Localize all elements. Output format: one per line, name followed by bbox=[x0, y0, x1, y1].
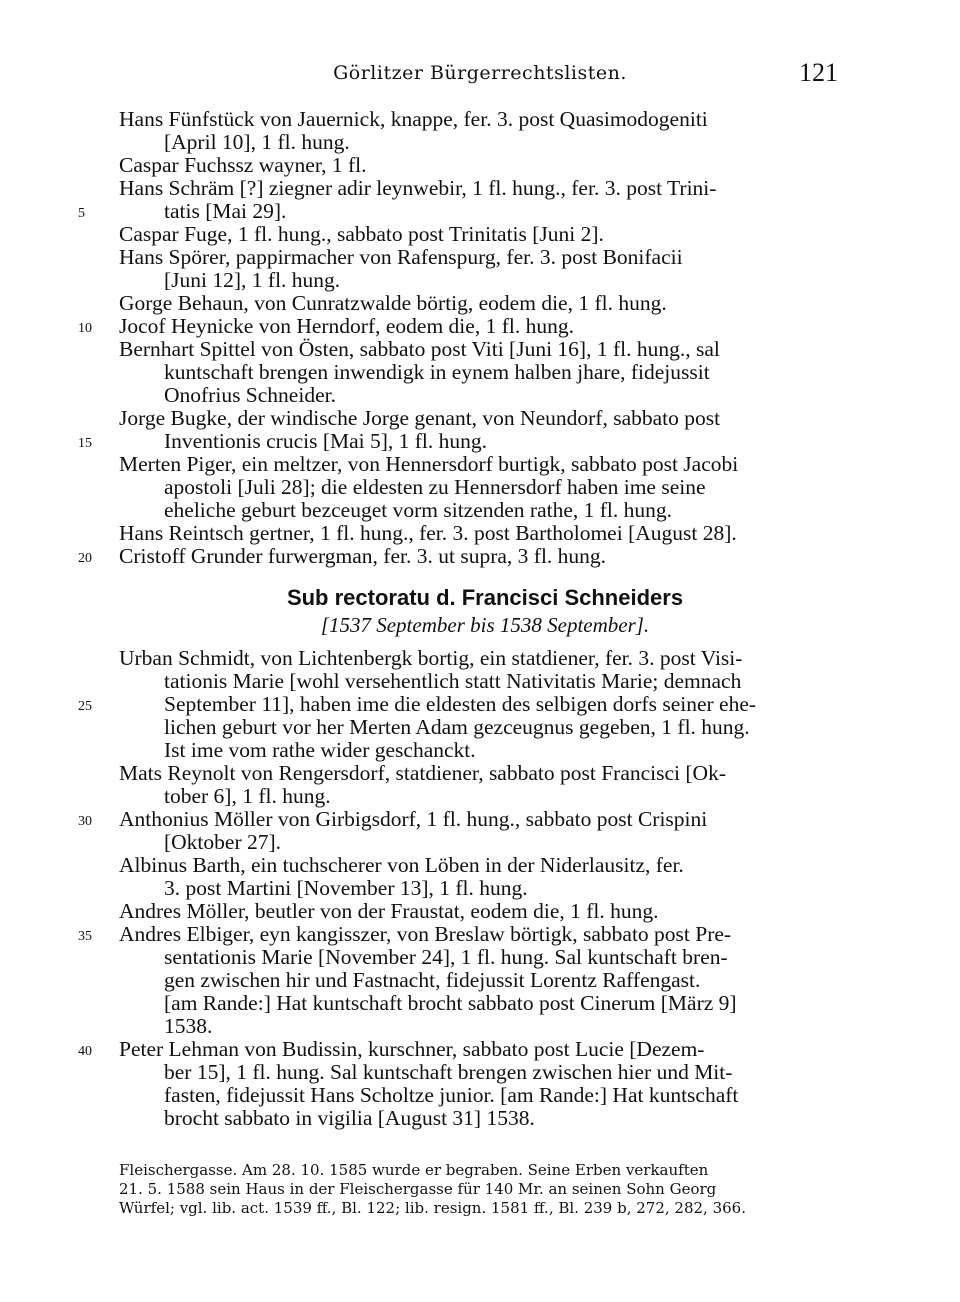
entries-block-1 bbox=[0, 108, 960, 568]
footnote-text: Fleischergasse. Am 28. 10. 1585 wurde er begraben. Seine Erben verkauften bbox=[119, 1161, 709, 1179]
line-text: Caspar Fuge, 1 fl. hung., sabbato post Trinitatis [Juni 2]. bbox=[119, 222, 604, 246]
text-line bbox=[0, 476, 960, 499]
section-heading: Sub rectoratu d. Francisci Schneiders bbox=[286, 585, 684, 610]
line-number: 40 bbox=[78, 1044, 92, 1059]
line-text: 3. post Martini [November 13], 1 fl. hung. bbox=[164, 876, 528, 900]
text-line bbox=[0, 177, 960, 200]
text-line bbox=[0, 223, 960, 246]
line-text: apostoli [Juli 28]; die eldesten zu Hennersdorf haben ime seine bbox=[164, 475, 706, 499]
text-line bbox=[0, 338, 960, 361]
text-line bbox=[0, 900, 960, 923]
text-line bbox=[0, 670, 960, 693]
text-line bbox=[0, 1038, 960, 1061]
footnote-line bbox=[0, 1161, 960, 1180]
line-number: 35 bbox=[78, 929, 92, 944]
line-text: Hans Spörer, pappirmacher von Rafenspurg, fer. 3. post Bonifacii bbox=[119, 245, 683, 269]
text-line bbox=[0, 693, 960, 716]
text-line bbox=[0, 739, 960, 762]
line-text: Caspar Fuchssz wayner, 1 fl. bbox=[119, 153, 367, 177]
text-line bbox=[0, 292, 960, 315]
text-line bbox=[0, 854, 960, 877]
line-text: [Juni 12], 1 fl. hung. bbox=[164, 268, 341, 292]
text-line bbox=[0, 200, 960, 223]
line-text: Hans Schräm [?] ziegner adir leynwebir, 1 fl. hung., fer. 3. post Trini- bbox=[119, 176, 717, 200]
text-line bbox=[0, 969, 960, 992]
text-line bbox=[0, 361, 960, 384]
line-text: [April 10], 1 fl. hung. bbox=[164, 130, 350, 154]
line-text: brocht sabbato in vigilia [August 31] 1538. bbox=[164, 1106, 535, 1130]
line-text: Bernhart Spittel von Östen, sabbato post Viti [Juni 16], 1 fl. hung., sal bbox=[119, 337, 720, 361]
line-text: September 11], haben ime die eldesten des selbigen dorfs seiner ehe- bbox=[164, 692, 757, 716]
text-line bbox=[0, 716, 960, 739]
section-subheading: [1537 September bis 1538 September]. bbox=[320, 613, 650, 637]
line-text: Gorge Behaun, von Cunratzwalde börtig, eodem die, 1 fl. hung. bbox=[119, 291, 667, 315]
page-number: 121 bbox=[799, 58, 838, 87]
text-line bbox=[0, 1061, 960, 1084]
line-text: tober 6], 1 fl. hung. bbox=[164, 784, 331, 808]
line-text: eheliche geburt bezceuget vorm sitzenden rathe, 1 fl. hung. bbox=[164, 498, 673, 522]
text-line bbox=[0, 453, 960, 476]
entries-block-2 bbox=[0, 647, 960, 1130]
line-text: Inventionis crucis [Mai 5], 1 fl. hung. bbox=[164, 429, 488, 453]
text-line bbox=[0, 384, 960, 407]
line-text: Cristoff Grunder furwergman, fer. 3. ut supra, 3 fl. hung. bbox=[119, 544, 607, 568]
text-line bbox=[0, 407, 960, 430]
line-text: tatis [Mai 29]. bbox=[164, 199, 287, 223]
line-text: Onofrius Schneider. bbox=[164, 383, 336, 407]
line-text: ber 15], 1 fl. hung. Sal kuntschaft brengen zwischen hier und Mit- bbox=[164, 1060, 733, 1084]
line-text: Hans Fünfstück von Jauernick, knappe, fer. 3. post Quasimodogeniti bbox=[119, 107, 708, 131]
text-line bbox=[0, 131, 960, 154]
line-text: Merten Piger, ein meltzer, von Hennersdorf burtigk, sabbato post Jacobi bbox=[119, 452, 739, 476]
footnotes bbox=[0, 1161, 960, 1218]
text-line bbox=[0, 1084, 960, 1107]
line-text: Andres Elbiger, eyn kangisszer, von Breslaw börtigk, sabbato post Pre- bbox=[119, 922, 732, 946]
footnote-line bbox=[0, 1199, 960, 1218]
line-number: 30 bbox=[78, 814, 92, 829]
text-line bbox=[0, 877, 960, 900]
line-text: Anthonius Möller von Girbigsdorf, 1 fl. hung., sabbato post Crispini bbox=[119, 807, 708, 831]
line-text: Ist ime vom rathe wider geschanckt. bbox=[164, 738, 476, 762]
line-number: 20 bbox=[78, 551, 92, 566]
text-line bbox=[0, 647, 960, 670]
line-number: 15 bbox=[78, 436, 92, 451]
text-line bbox=[0, 315, 960, 338]
text-line bbox=[0, 785, 960, 808]
text-line bbox=[0, 108, 960, 131]
footnote-text: Würfel; vgl. lib. act. 1539 ff., Bl. 122; lib. resign. 1581 ff., Bl. 239 b, 272, 282, 366. bbox=[119, 1199, 746, 1217]
text-line bbox=[0, 1015, 960, 1038]
line-text: lichen geburt vor her Merten Adam gezceugnus gegeben, 1 fl. hung. bbox=[164, 715, 750, 739]
line-text: Mats Reynolt von Rengersdorf, statdiener, sabbato post Francisci [Ok- bbox=[119, 761, 726, 785]
text-line bbox=[0, 269, 960, 292]
line-text: fasten, fidejussit Hans Scholtze junior. [am Rande:] Hat kuntschaft bbox=[164, 1083, 739, 1107]
text-line bbox=[0, 808, 960, 831]
line-text: Jocof Heynicke von Herndorf, eodem die, 1 fl. hung. bbox=[119, 314, 574, 338]
document-body bbox=[0, 108, 960, 1130]
line-text: [Oktober 27]. bbox=[164, 830, 282, 854]
line-text: gen zwischen hir und Fastnacht, fidejussit Lorentz Raffengast. bbox=[164, 968, 701, 992]
footnote-line bbox=[0, 1180, 960, 1199]
text-line bbox=[0, 545, 960, 568]
line-text: tationis Marie [wohl versehentlich statt Nativitatis Marie; demnach bbox=[164, 669, 742, 693]
line-number: 5 bbox=[78, 206, 85, 221]
line-text: Jorge Bugke, der windische Jorge genant, von Neundorf, sabbato post bbox=[119, 406, 721, 430]
text-line bbox=[0, 992, 960, 1015]
text-line bbox=[0, 946, 960, 969]
line-text: 1538. bbox=[164, 1014, 213, 1038]
text-line bbox=[0, 762, 960, 785]
line-text: Albinus Barth, ein tuchscherer von Löben in der Niderlausitz, fer. bbox=[119, 853, 684, 877]
text-line bbox=[0, 522, 960, 545]
text-line bbox=[0, 1107, 960, 1130]
line-text: Peter Lehman von Budissin, kurschner, sabbato post Lucie [Dezem- bbox=[119, 1037, 705, 1061]
line-text: Hans Reintsch gertner, 1 fl. hung., fer. 3. post Bartholomei [August 28]. bbox=[119, 521, 737, 545]
text-line bbox=[0, 154, 960, 177]
text-line bbox=[0, 246, 960, 269]
running-title: Görlitzer Bürgerrechtslisten. bbox=[333, 62, 627, 84]
text-line bbox=[0, 499, 960, 522]
line-number: 25 bbox=[78, 699, 92, 714]
footnote-text: 21. 5. 1588 sein Haus in der Fleischergasse für 140 Mr. an seinen Sohn Georg bbox=[119, 1180, 717, 1198]
text-line bbox=[0, 831, 960, 854]
line-text: Urban Schmidt, von Lichtenbergk bortig, ein statdiener, fer. 3. post Visi- bbox=[119, 646, 743, 670]
line-text: Andres Möller, beutler von der Fraustat, eodem die, 1 fl. hung. bbox=[119, 899, 659, 923]
text-line bbox=[0, 923, 960, 946]
line-text: kuntschaft brengen inwendigk in eynem halben jhare, fidejussit bbox=[164, 360, 710, 384]
line-text: sentationis Marie [November 24], 1 fl. hung. Sal kuntschaft bren- bbox=[164, 945, 728, 969]
line-number: 10 bbox=[78, 321, 92, 336]
line-text: [am Rande:] Hat kuntschaft brocht sabbato post Cinerum [März 9] bbox=[164, 991, 737, 1015]
text-line bbox=[0, 430, 960, 453]
